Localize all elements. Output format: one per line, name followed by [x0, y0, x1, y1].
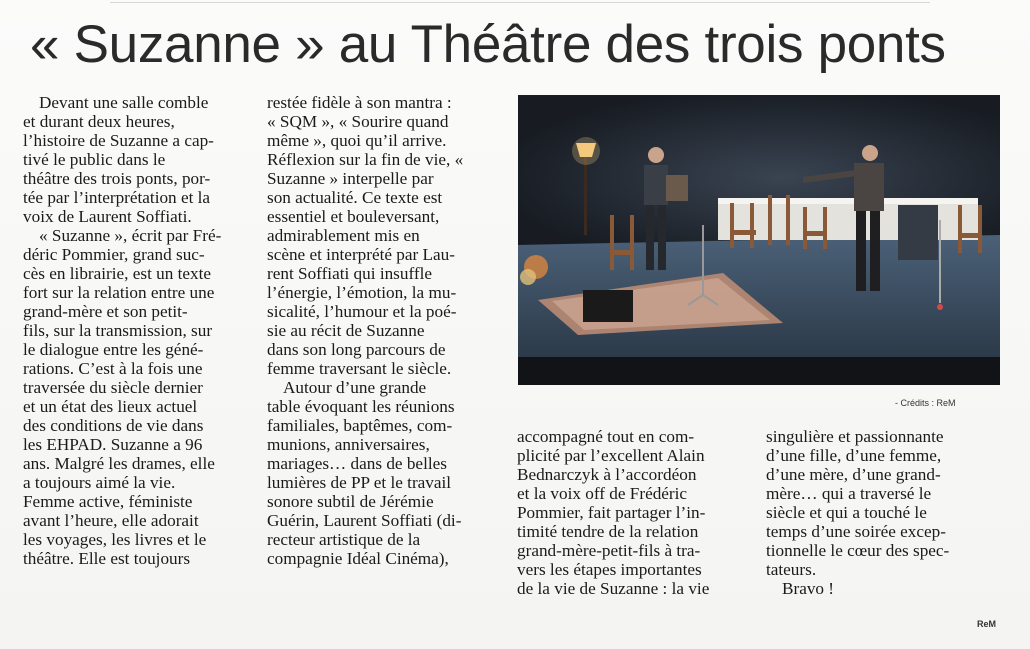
text-line: temps d’une soirée excep-: [766, 522, 946, 541]
text-line: restée fidèle à son mantra :: [267, 93, 452, 112]
article-headline: « Suzanne » au Théâtre des trois ponts: [30, 15, 946, 74]
text-line: vers les étapes importantes: [517, 560, 702, 579]
text-line: essentiel et bouleversant,: [267, 207, 440, 226]
text-line: Devant une salle comble: [39, 93, 209, 112]
top-rule: [110, 2, 930, 3]
photo-credit: - Crédits : ReM: [895, 398, 956, 408]
text-line: sonore subtil de Jérémie: [267, 492, 434, 511]
text-line: théâtre des trois ponts, por-: [23, 169, 211, 188]
text-line: le dialogue entre les géné-: [23, 340, 204, 359]
text-line: avant l’heure, elle adorait: [23, 511, 199, 530]
text-line: grand-mère-petit-fils à tra-: [517, 541, 701, 560]
text-line: Guérin, Laurent Soffiati (di-: [267, 511, 462, 530]
text-line: tateurs.: [766, 560, 817, 579]
text-line: accompagné tout en com-: [517, 427, 695, 446]
article-column-1: [23, 93, 255, 568]
text-line: ans. Malgré les drames, elle: [23, 454, 215, 473]
text-line: et durant deux heures,: [23, 112, 175, 131]
text-line: même », quoi qu’il arrive.: [267, 131, 447, 150]
text-line: les voyages, les livres et le: [23, 530, 207, 549]
text-line: dans son long parcours de: [267, 340, 446, 359]
text-line: Femme active, féministe: [23, 492, 193, 511]
text-line: admirablement mis en: [267, 226, 420, 245]
text-line: l’histoire de Suzanne a cap-: [23, 131, 214, 150]
text-line: et la voix off de Frédéric: [517, 484, 688, 503]
text-line: timité tendre de la relation: [517, 522, 699, 541]
text-line: d’une mère, d’une grand-: [766, 465, 941, 484]
text-line: rations. C’est à la fois une: [23, 359, 203, 378]
text-line: sie au récit de Suzanne: [267, 321, 425, 340]
text-line: son actualité. Ce texte est: [267, 188, 443, 207]
text-line: a toujours aimé la vie.: [23, 473, 176, 492]
text-line: « SQM », « Sourire quand: [267, 112, 449, 131]
text-line: rent Soffiati qui insuffle: [267, 264, 433, 283]
text-line: fils, sur la transmission, sur: [23, 321, 213, 340]
text-line: fort sur la relation entre une: [23, 283, 215, 302]
text-line: tivé le public dans le: [23, 150, 166, 169]
text-line: munions, anniversaires,: [267, 435, 430, 454]
theatre-stage-illustration: [518, 95, 1000, 385]
text-line: déric Pommier, grand suc-: [23, 245, 205, 264]
text-line: traversée du siècle dernier: [23, 378, 203, 397]
text-line: cès en librairie, est un texte: [23, 264, 212, 283]
text-line: mariages… dans de belles: [267, 454, 447, 473]
text-line: d’une fille, d’une femme,: [766, 446, 942, 465]
text-line: Suzanne » interpelle par: [267, 169, 434, 188]
text-line: familiales, baptêmes, com-: [267, 416, 453, 435]
author-signature: ReM: [977, 619, 997, 629]
text-line: femme traversant le siècle.: [267, 359, 452, 378]
text-line: des conditions de vie dans: [23, 416, 204, 435]
text-line: théâtre. Elle est toujours: [23, 549, 191, 568]
text-line: Autour d’une grande: [283, 378, 427, 397]
text-line: scène et interprété par Lau-: [267, 245, 455, 264]
text-line: siècle et qui a touché le: [766, 503, 927, 522]
article-column-2: [267, 93, 501, 568]
text-line: Bravo !: [782, 579, 835, 598]
text-line: l’énergie, l’émotion, la mu-: [267, 283, 457, 302]
text-line: recteur artistique de la: [267, 530, 421, 549]
text-line: tionnelle le cœur des spec-: [766, 541, 950, 560]
text-line: Bednarczyk à l’accordéon: [517, 465, 697, 484]
text-line: plicité par l’excellent Alain: [517, 446, 705, 465]
stage-photo: [518, 95, 1000, 385]
text-line: table évoquant les réunions: [267, 397, 455, 416]
text-line: singulière et passionnante: [766, 427, 944, 446]
text-line: lumières de PP et le travail: [267, 473, 452, 492]
text-line: de la vie de Suzanne : la vie: [517, 579, 710, 598]
article-column-3: [517, 427, 751, 598]
text-line: « Suzanne », écrit par Fré-: [39, 226, 222, 245]
text-line: compagnie Idéal Cinéma),: [267, 549, 449, 568]
article-column-4: [766, 427, 1002, 598]
text-line: grand-mère et son petit-: [23, 302, 188, 321]
text-line: Réflexion sur la fin de vie, «: [267, 150, 464, 169]
text-line: mère… qui a traversé le: [766, 484, 932, 503]
text-line: les EHPAD. Suzanne a 96: [23, 435, 203, 454]
text-line: tée par l’interprétation et la: [23, 188, 211, 207]
text-line: Pommier, fait partager l’in-: [517, 503, 706, 522]
text-line: voix de Laurent Soffiati.: [23, 207, 192, 226]
text-line: sicalité, l’humour et la poé-: [267, 302, 457, 321]
text-line: et un état des lieux actuel: [23, 397, 198, 416]
